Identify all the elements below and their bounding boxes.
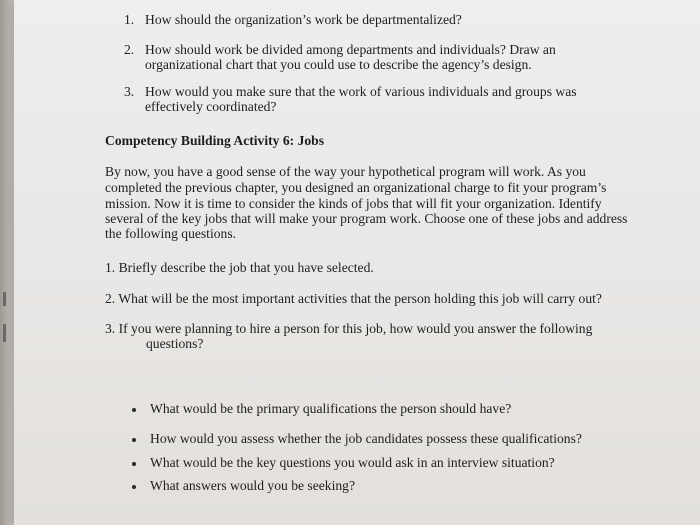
adjacent-page-edge: [0, 0, 14, 525]
paragraph-line-5: the following questions.: [105, 226, 237, 241]
question-2-text-line-2: organizational chart that you could use to describe the agency’s design.: [145, 57, 532, 72]
job-question-2: 2. What will be the most important activities that the person holding this job will carry out?: [105, 291, 602, 306]
edge-mark: [3, 324, 6, 342]
job-question-3-line-1: 3. If you were planning to hire a person for this job, how would you answer the following: [105, 321, 593, 336]
book-page: [14, 0, 700, 525]
paragraph-line-1: By now, you have a good sense of the way your hypothetical program will work. As you: [105, 164, 586, 179]
job-question-1: 1. Briefly describe the job that you have selected.: [105, 260, 374, 275]
question-2-number: 2.: [124, 42, 135, 57]
question-2-text-line-1: How should work be divided among departments and individuals? Draw an: [145, 42, 556, 57]
bullet-item-4: What answers would you be seeking?: [150, 478, 355, 493]
bullet-item-1: What would be the primary qualifications the person should have?: [150, 401, 512, 416]
bullet-dot: [132, 408, 136, 412]
question-1-number: 1.: [124, 12, 135, 27]
paragraph-line-4: several of the key jobs that will make your program work. Choose one of these jobs and address: [105, 211, 628, 226]
question-3-text-line-1: How would you make sure that the work of various individuals and groups was: [145, 84, 577, 99]
bullet-dot: [132, 438, 136, 442]
question-3-number: 3.: [124, 84, 135, 99]
question-1-text: How should the organization’s work be departmentalized?: [145, 12, 462, 27]
section-heading: Competency Building Activity 6: Jobs: [105, 133, 325, 148]
bullet-dot: [132, 462, 136, 466]
edge-mark: [3, 292, 6, 306]
job-question-3-line-2: questions?: [146, 336, 204, 351]
question-3-text-line-2: effectively coordinated?: [145, 99, 277, 114]
paragraph-line-3: mission. Now it is time to consider the kinds of jobs that will fit your organization. Identify: [105, 196, 602, 211]
bullet-item-3: What would be the key questions you would ask in an interview situation?: [150, 455, 555, 470]
bullet-dot: [132, 485, 136, 489]
bullet-item-2: How would you assess whether the job candidates possess these qualifications?: [150, 431, 582, 446]
paragraph-line-2: completed the previous chapter, you designed an organizational charge to fit your program’s: [105, 180, 607, 195]
